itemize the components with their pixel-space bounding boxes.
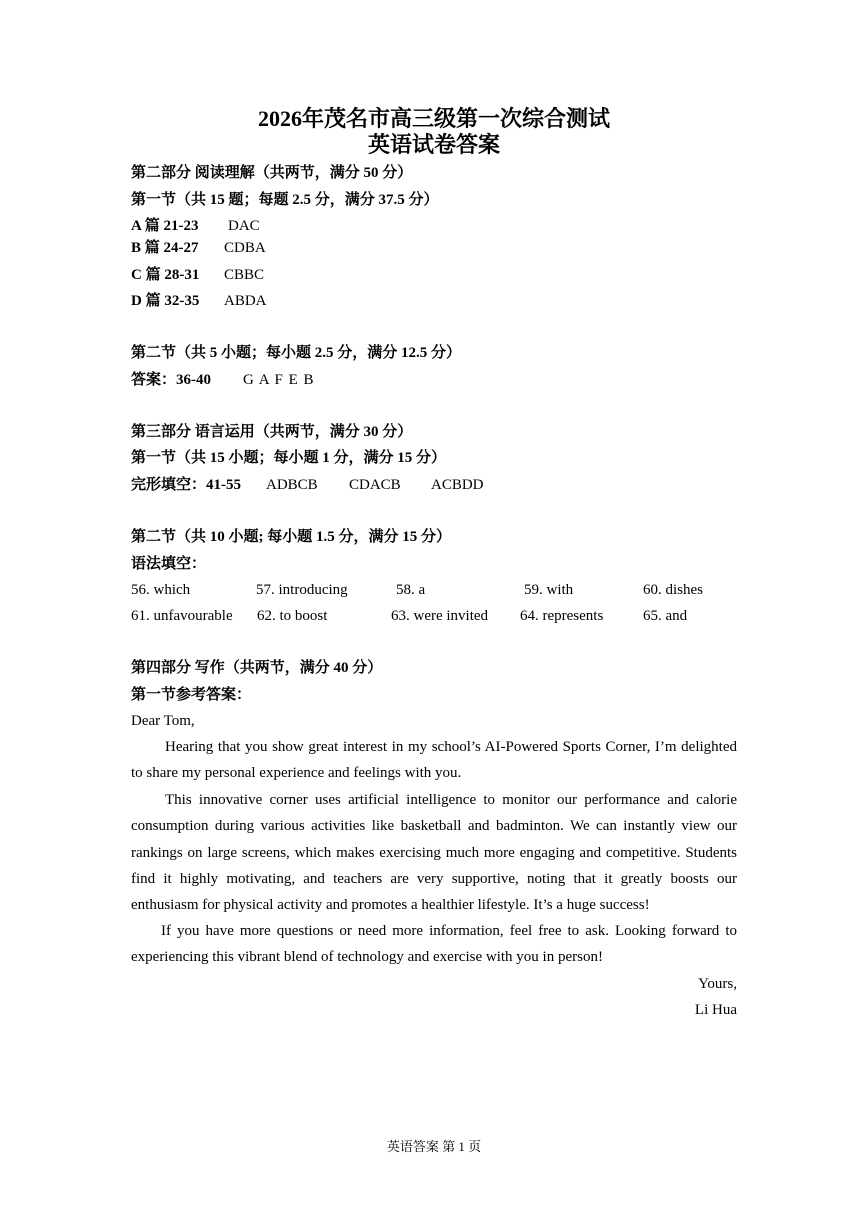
seven-choice-answer: G A F E B — [243, 372, 315, 388]
part3-section2-heading: 第二节（共 10 小题; 每小题 1.5 分，满分 15 分） — [131, 529, 451, 545]
grammar-answer-61: 61. unfavourable — [131, 608, 233, 624]
cloze-group-2: CDACB — [349, 477, 401, 493]
page-title: 2026年茂名市高三级第一次综合测试 — [257, 106, 610, 131]
reading-answer-a: DAC — [228, 218, 260, 234]
grammar-answer-58: 58. a — [396, 582, 426, 598]
part3-section1-heading: 第一节（共 15 小题；每小题 1 分，满分 15 分） — [131, 450, 447, 466]
cloze-group-3: ACBDD — [431, 477, 484, 493]
grammar-answer-65: 65. and — [643, 608, 688, 624]
reading-answer-b: CDBA — [224, 240, 266, 256]
grammar-answer-57: 57. introducing — [256, 582, 348, 598]
letter-paragraph-3: If you have more questions or need more information, feel free to ask. Looking forward to experiencing this vibrant blend of technology and exercise with you in person! — [131, 923, 737, 966]
letter-signature: Li Hua — [694, 1002, 737, 1018]
letter-paragraph-2: This innovative corner uses artificial intelligence to monitor our performance and calorie consumption during various activities like basketball and badminton. We can instantly view our rankings on large screens, which makes exercising much more engaging and competitive. Students find it highly motivating, and teachers are very supportive, noting that it greatly boosts our enthusiasm for physical activity and promotes a healthier lifestyle. It’s a huge success! — [131, 792, 737, 914]
reading-label-d: D 篇 32-35 — [131, 293, 200, 309]
part3-heading: 第三部分 语言运用（共两节，满分 30 分） — [131, 424, 413, 440]
part4-section1-heading: 第一节参考答案： — [131, 687, 252, 703]
grammar-answer-62: 62. to boost — [257, 608, 328, 624]
cloze-label: 完形填空：41-55 — [131, 477, 241, 493]
part2-section1-heading: 第一节（共 15 题；每题 2.5 分，满分 37.5 分） — [131, 192, 439, 208]
letter-closing: Yours, — [698, 976, 737, 992]
page-footer: 英语答案 第 1 页 — [386, 1139, 482, 1154]
reading-label-c: C 篇 28-31 — [131, 267, 200, 283]
grammar-answer-64: 64. represents — [520, 608, 604, 624]
reading-answer-c: CBBC — [224, 267, 265, 283]
seven-choice-label: 答案：36-40 — [131, 372, 211, 388]
grammar-fill-label: 语法填空： — [131, 556, 207, 572]
grammar-answer-63: 63. were invited — [391, 608, 489, 624]
page-subtitle: 英语试卷答案 — [367, 132, 500, 157]
part2-heading: 第二部分 阅读理解（共两节，满分 50 分） — [131, 165, 413, 181]
grammar-answer-56: 56. which — [131, 582, 191, 598]
cloze-group-1: ADBCB — [266, 477, 318, 493]
part4-heading: 第四部分 写作（共两节，满分 40 分） — [131, 660, 383, 676]
reading-label-a: A 篇 21-23 — [131, 218, 199, 234]
part2-section2-heading: 第二节（共 5 小题；每小题 2.5 分，满分 12.5 分） — [131, 345, 462, 361]
letter-paragraph-1: Hearing that you show great interest in my school’s AI-Powered Sports Corner, I’m delighted to share my personal experience and feelings with you. — [131, 739, 737, 782]
grammar-answer-59: 59. with — [524, 582, 574, 598]
reading-label-b: B 篇 24-27 — [131, 240, 199, 256]
reading-answer-d: ABDA — [224, 293, 267, 309]
letter-salutation: Dear Tom, — [131, 713, 195, 729]
grammar-answer-60: 60. dishes — [643, 582, 703, 598]
